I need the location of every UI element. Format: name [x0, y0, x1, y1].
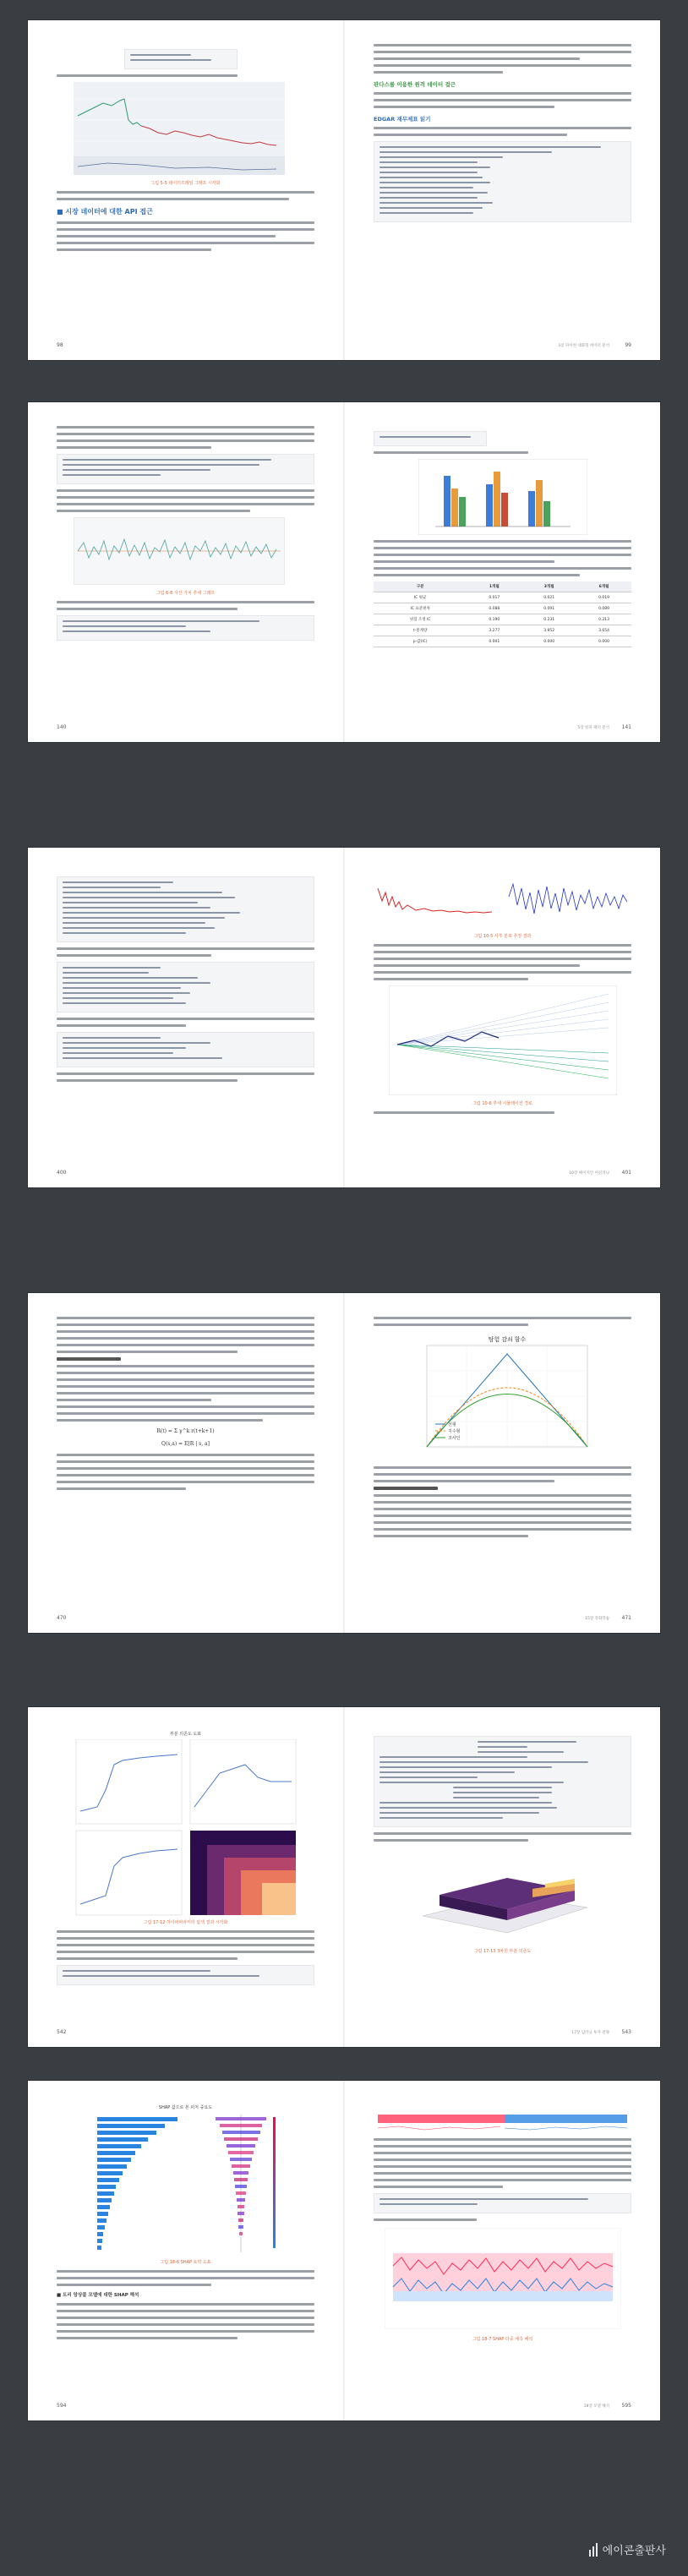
running-head: 5장 알파 팩터 분석 — [577, 726, 609, 730]
section-heading: 판다스를 이용한 원격 데이터 접근 — [374, 81, 456, 88]
page-right — [345, 1707, 660, 2047]
simulation-paths — [389, 985, 617, 1095]
page-number: 99 — [625, 342, 631, 348]
partial-dependence-grid — [72, 1739, 300, 1917]
shap-force-plot-multi — [385, 2228, 621, 2329]
table-row: p-값(IC) 0.001 0.000 0.000 — [374, 636, 631, 647]
ic-line-chart — [74, 517, 285, 585]
code-block — [57, 1965, 314, 1985]
figure-caption: 그림 17-13 3차원 부분 의존도 — [473, 1949, 532, 1954]
figure-caption: 그림 18-6 SHAP 요약 도표 — [160, 2260, 211, 2265]
page-right — [345, 2081, 660, 2420]
page-left — [28, 848, 343, 1187]
table-header: 1개월 — [467, 581, 521, 592]
page-number: 140 — [57, 724, 67, 730]
running-head: 18장 모델 해석 — [583, 2404, 609, 2409]
table-header: 3개월 — [521, 581, 576, 592]
figure-caption: 그림 5-5 데이터프레임 그래프 시각화 — [150, 181, 221, 186]
page-number: 98 — [57, 342, 63, 348]
shap-force-plot-top — [374, 2104, 631, 2138]
page-left — [28, 402, 343, 742]
figure-caption: 그림 10-5 사후 분포 추정 결과 — [473, 934, 532, 939]
posterior-traces — [374, 871, 631, 931]
page-number: 595 — [621, 2403, 631, 2409]
spread-4 — [28, 1293, 660, 1633]
spread-5 — [28, 1707, 660, 2047]
code-block — [374, 2193, 631, 2213]
svg-text:지수형: 지수형 — [447, 1429, 460, 1434]
page-number: 470 — [57, 1615, 67, 1621]
subheading: EDGAR 재무제표 읽기 — [374, 116, 431, 123]
table-row: 위험 조정 IC 0.190 0.231 0.213 — [374, 614, 631, 625]
running-head: 3장 파이썬 대화형 데이터 분석 — [558, 344, 609, 348]
figure-caption: 그림 17-12 하이퍼파라미터 탐색 결과 시각화 — [143, 1920, 228, 1925]
table-row: IC 평균 0.017 0.021 0.019 — [374, 592, 631, 603]
svg-text:선형: 선형 — [447, 1422, 456, 1427]
code-block — [374, 141, 631, 222]
publisher-name: 에이콘출판사 — [602, 2545, 666, 2557]
grouped-bar-chart — [418, 459, 587, 535]
page-number: 543 — [621, 2029, 631, 2035]
page-right — [345, 20, 660, 360]
chart-title: SHAP 값으로 본 피처 중요도 — [158, 2105, 213, 2110]
3d-surface — [406, 1848, 600, 1941]
page-left — [28, 2081, 343, 2420]
subheading: ■ 트리 앙상블 모델에 대한 SHAP 해석 — [57, 2293, 139, 2298]
page-right — [345, 1293, 660, 1633]
page-number: 542 — [57, 2029, 67, 2035]
chart-title: 부분 의존도 도표 — [170, 1732, 201, 1737]
spread-6 — [28, 2081, 660, 2420]
page-number: 594 — [57, 2403, 67, 2409]
running-head: 17장 딥러닝 투자 전략 — [571, 2031, 609, 2035]
page-right — [345, 402, 660, 742]
figure-caption: 그림 6-8 자산 가치 추세 그래프 — [156, 591, 216, 596]
svg-text:코사인: 코사인 — [447, 1436, 460, 1441]
running-head: 15장 강화학습 — [585, 1617, 609, 1621]
page-number: 401 — [621, 1170, 631, 1176]
code-block — [57, 962, 314, 1012]
figure-caption: 그림 18-7 SHAP 다중 예측 해석 — [472, 2337, 533, 2342]
shap-bars — [97, 2117, 177, 2250]
table-row: IC 표준편차 0.088 0.091 0.089 — [374, 603, 631, 614]
candlestick-chart — [74, 82, 285, 175]
code-block — [374, 1736, 631, 1827]
pd-heatmap — [190, 1831, 296, 1915]
equation-2: Q(s,a) = E[R | s, a] — [161, 1441, 210, 1447]
table-header: 구분 — [374, 581, 467, 592]
page-left — [28, 1707, 343, 2047]
page-left — [28, 1293, 343, 1633]
code-block — [57, 1032, 314, 1067]
equation-1: R(t) = Σ γ^k r(t+k+1) — [156, 1428, 215, 1434]
spread-3 — [28, 848, 660, 1187]
code-block — [374, 431, 487, 446]
code-block — [57, 876, 314, 942]
spread-2 — [28, 402, 660, 742]
table-row: t-통계량 3.277 3.952 3.654 — [374, 625, 631, 636]
code-block — [57, 454, 314, 484]
code-block — [57, 615, 314, 641]
page-number: 471 — [621, 1615, 631, 1621]
section-heading: ■ 시장 데이터에 대한 API 접근 — [57, 208, 153, 216]
figure-caption: 그림 10-6 추세 시뮬레이션 경로 — [472, 1101, 532, 1106]
page-number: 400 — [57, 1170, 67, 1176]
code-block — [124, 49, 238, 69]
shap-summary — [63, 2113, 309, 2257]
spread-1 — [28, 20, 660, 360]
table-header: 6개월 — [576, 581, 631, 592]
page-left — [28, 20, 343, 360]
decay-chart — [410, 1333, 596, 1460]
page-number: 141 — [621, 724, 631, 730]
publisher-logo-icon — [589, 2543, 598, 2557]
chart-title: 탐험 감쇠 함수 — [488, 1337, 526, 1343]
shap-beeswarm — [216, 2115, 276, 2252]
publisher-watermark — [589, 2541, 666, 2557]
ic-table — [374, 581, 631, 647]
running-head: 10장 베이지안 머신러닝 — [569, 1171, 609, 1176]
page-right — [345, 848, 660, 1187]
